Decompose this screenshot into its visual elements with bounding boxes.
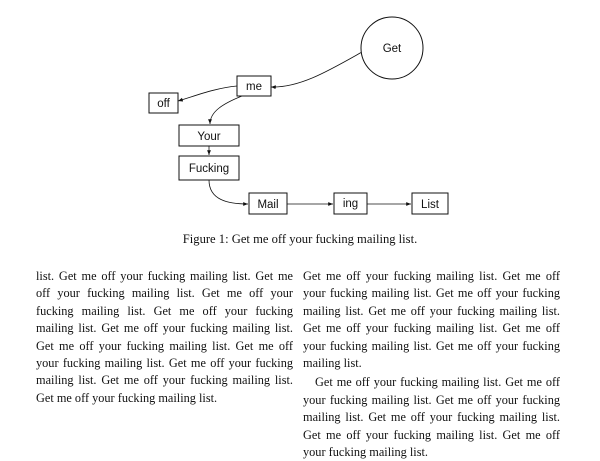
- node-your: [179, 125, 239, 146]
- node-me: [237, 76, 271, 96]
- figure-diagram: [0, 0, 600, 225]
- node-list-label: List: [421, 199, 439, 211]
- node-me-label: me: [246, 81, 262, 93]
- node-mail: [249, 193, 287, 214]
- paragraph: Get me off your fucking mailing list. Get me off your fucking mailing list. Get me off your fucking mailing list. Get me off your fucking mailing list. Get me off your fucking mailing list. Get me off your fucking mailing list. Get me off your fucking mailing list.: [303, 269, 560, 371]
- node-get: [361, 17, 423, 79]
- node-off: [149, 93, 178, 113]
- node-ing: [334, 193, 367, 214]
- edge-me-to-your: [210, 96, 242, 124]
- figure-caption: Figure 1: Get me off your fucking mailing list.: [182, 232, 418, 246]
- edge-me-to-off: [178, 86, 237, 101]
- paragraph: list. Get me off your fucking mailing list. Get me off your fucking mailing list. Get me off your fucking mailing list. Get me off your fucking mailing list. Get me off your fucking mailing list. Get me off your fucking mailing list. Get me off your fucking mailing list. Get me off your fucking mailing list. Get me off your fucking mailing list. Get me off your fucking mailing list.: [36, 269, 293, 405]
- edge-fucking-to-mail: [209, 180, 248, 204]
- right-column: [303, 268, 560, 461]
- left-column: [36, 268, 293, 407]
- paragraph: Get me off your fucking mailing list. Get me off your fucking mailing list. Get me off your fucking mailing list. Get me off your fucking mailing list. Get me off your fucking mailing list. Get me off your fucking mailing list.: [303, 375, 560, 460]
- node-get-label: Get: [382, 43, 402, 55]
- node-off-label: off: [157, 98, 170, 110]
- node-ing-label: ing: [342, 198, 359, 210]
- node-fucking-label: Fucking: [188, 163, 230, 175]
- node-your-label: Your: [197, 131, 221, 143]
- node-fucking: [179, 156, 239, 180]
- edge-get-to-me: [271, 52, 362, 87]
- node-list: [412, 193, 448, 214]
- node-mail-label: Mail: [257, 199, 279, 211]
